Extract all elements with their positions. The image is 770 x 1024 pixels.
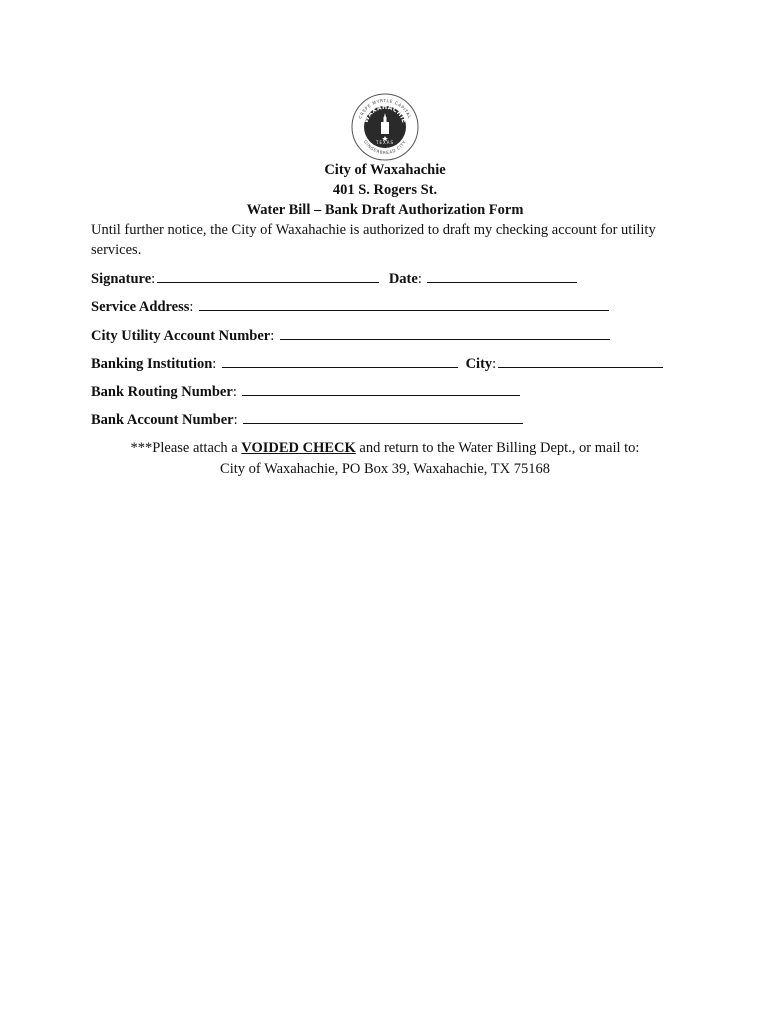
banking-institution-row: Banking Institution: City: <box>91 353 663 374</box>
signature-label: Signature <box>91 271 152 287</box>
attach-voided-check-note <box>0 438 770 458</box>
service-address-row: Service Address: <box>91 296 609 317</box>
account-number-label: City Utility Account Number <box>91 328 271 344</box>
routing-number-field[interactable] <box>242 381 520 396</box>
routing-number-row: Bank Routing Number: <box>91 381 520 402</box>
city-name-heading: City of Waxahachie <box>324 162 446 178</box>
bank-city-label: City <box>465 356 493 372</box>
bank-city-field[interactable] <box>498 353 663 368</box>
service-address-field[interactable] <box>199 296 609 311</box>
form-title: Water Bill – Bank Draft Authorization Form <box>246 202 524 218</box>
voided-check-emphasis: VOIDED CHECK <box>241 440 356 456</box>
routing-number-label: Bank Routing Number <box>91 384 233 400</box>
mailing-address: City of Waxahachie, PO Box 39, Waxahachie, TX 75168 <box>220 461 550 477</box>
city-seal-logo <box>350 92 420 162</box>
date-field[interactable] <box>427 268 577 283</box>
date-label: Date <box>388 271 418 287</box>
bank-account-number-field[interactable] <box>243 409 523 424</box>
seal-top-text: CREPE MYRTLE CAPITAL <box>357 98 413 120</box>
signature-field[interactable] <box>157 268 379 283</box>
note-prefix: ***Please attach a <box>130 440 242 456</box>
seal-state-text: TEXAS <box>376 140 394 145</box>
banking-institution-field[interactable] <box>222 353 458 368</box>
service-address-label: Service Address <box>91 299 190 315</box>
account-number-row: City Utility Account Number: <box>91 325 610 346</box>
signature-row: Signature: Date: <box>91 268 577 289</box>
seal-city-name: WAXAHACHIE <box>362 103 408 124</box>
account-number-field[interactable] <box>280 325 610 340</box>
bank-account-number-label: Bank Account Number <box>91 412 234 428</box>
city-address-heading: 401 S. Rogers St. <box>332 182 438 198</box>
note-suffix: and return to the Water Billing Dept., or mail to: <box>355 440 640 456</box>
authorization-statement: Until further notice, the City of Waxahachie is authorized to draft my checking account for utility services. <box>91 222 656 258</box>
banking-institution-label: Banking Institution <box>91 356 213 372</box>
seal-bottom-text: GINGERBREAD CITY <box>362 139 408 156</box>
bank-account-number-row: Bank Account Number: <box>91 409 523 430</box>
